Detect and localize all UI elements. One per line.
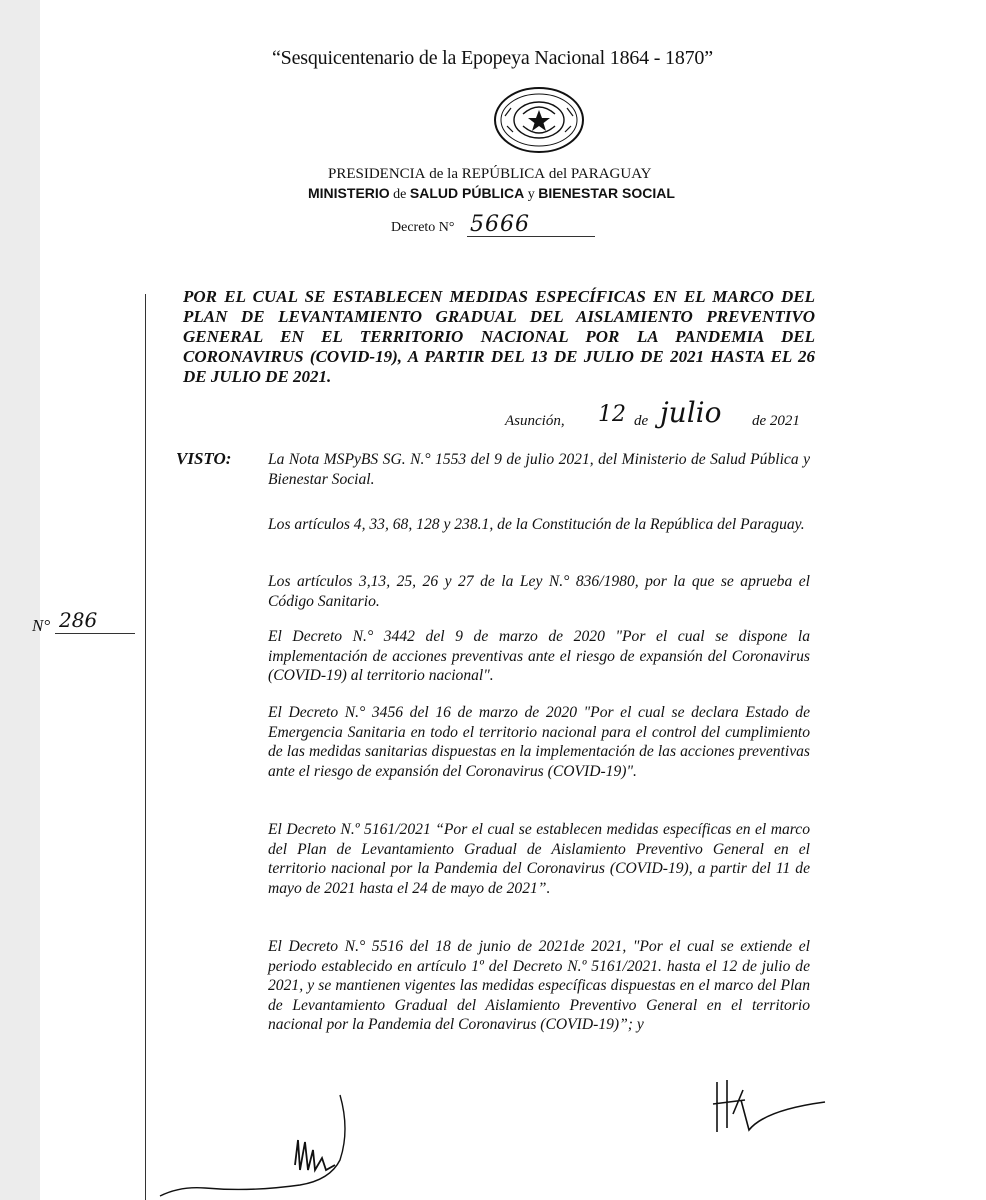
seal-icon	[493, 86, 585, 154]
margin-number: 286	[59, 608, 98, 632]
margin-number-underline	[55, 633, 135, 634]
visto-paragraph: El Decreto N.° 5516 del 18 de junio de 2021de 2021, "Por el cual se extiende el periodo establecido en artículo 1º del Decreto N.º 5161/2021. hasta el 12 de julio de 2021, y se mantienen vigentes las medidas específicas dispuestas en el marco del Plan de Levantamiento Gradual del Aislamiento Preventivo General en el territorio nacional por la Pandemia del Coronavirus (COVID-19)”; y	[268, 938, 810, 1033]
decreto-label: Decreto N°	[391, 220, 455, 235]
signature-right-icon	[705, 1070, 845, 1140]
date-month: julio	[660, 396, 722, 429]
date-place: Asunción,	[505, 413, 565, 429]
decree-title: POR EL CUAL SE ESTABLECEN MEDIDAS ESPECÍFICAS EN EL MARCO DEL PLAN DE LEVANTAMIENTO GRADUAL DEL AISLAMIENTO PREVENTIVO GENERAL EN EL TERRITORIO NACIONAL POR LA PANDEMIA DEL CORONAVIRUS (COVID-19), A PARTIR DEL 13 DE JULIO DE 2021 HASTA EL 26 DE JULIO DE 2021.	[183, 287, 815, 386]
motto: “Sesquicentenario de la Epopeya Nacional 1864 - 1870”	[272, 47, 713, 69]
presidencia-line: PRESIDENCIA de la REPÚBLICA del PARAGUAY	[328, 166, 652, 182]
visto-paragraph: El Decreto N.° 3442 del 9 de marzo de 2020 "Por el cual se dispone la implementación de acciones preventivas ante el riesgo de expansión del Coronavirus (COVID-19) al territorio nacional".	[268, 628, 810, 684]
margin-rule	[145, 294, 146, 1200]
margin-number-label: N°	[32, 616, 51, 635]
visto-paragraph: Los artículos 4, 33, 68, 128 y 238.1, de la Constitución de la República del Paraguay.	[268, 516, 805, 533]
visto-paragraph: El Decreto N.º 5161/2021 “Por el cual se establecen medidas específicas en el marco del Plan de Levantamiento Gradual de Aislamiento Preventivo General en el territorio nacional por la Pandemia del Coronavirus (COVID-19), a partir del 11 de mayo de 2021 hasta el 24 de mayo de 2021”.	[268, 821, 810, 897]
visto-label: VISTO:	[176, 449, 232, 468]
date-day: 12	[598, 402, 626, 427]
visto-paragraph: Los artículos 3,13, 25, 26 y 27 de la Ley N.° 836/1980, por la que se aprueba el Código Sanitario.	[268, 573, 810, 610]
ministerio-line: MINISTERIO de SALUD PÚBLICA y BIENESTAR SOCIAL	[308, 185, 675, 202]
visto-paragraph: La Nota MSPyBS SG. N.° 1553 del 9 de julio 2021, del Ministerio de Salud Pública y Bienestar Social.	[268, 451, 810, 488]
visto-paragraph: El Decreto N.° 3456 del 16 de marzo de 2020 "Por el cual se declara Estado de Emergencia Sanitaria en todo el territorio nacional para el control del cumplimiento de las medidas sanitarias dispuestas en la implementación de las acciones preventivas ante el riesgo de expansión del Coronavirus (COVID-19)".	[268, 704, 810, 780]
date-year: de 2021	[752, 413, 800, 429]
date-de: de	[634, 413, 649, 429]
signature-left-icon	[150, 1070, 380, 1200]
decreto-number: 5666	[470, 212, 530, 237]
